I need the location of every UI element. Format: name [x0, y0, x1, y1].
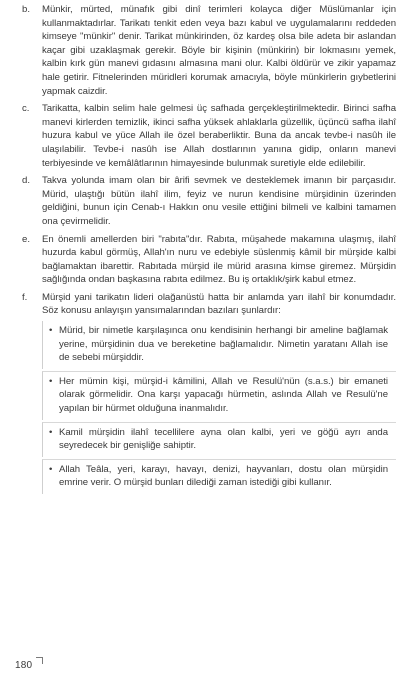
sub-bullet-text: Kamil mürşidin ilahî tecellilere ayna olan kalbi, yeri ve göğü ayrı anda seyredecek bir genişliğe sahiptir. [59, 426, 388, 452]
list-item-d [0, 174, 412, 228]
page-content [0, 3, 412, 498]
item-marker: f. [22, 291, 28, 303]
list-item-c [0, 102, 412, 170]
item-text: En önemli amellerden biri "rabıta"dır. Rabıta, müşahede makamına ulaşmış, ilahî huzurda kabul görmüş, Allah'ın nuru ve edebiyle süslenmiş kâmil bir mürşide kalbi bağlamaktan ibarettir. Rabıtada mürşid ile mürid arasına kimse giremez. Mürşidin sağlığında ondan başkasına rabıta edilmez. Bu iş ortaklık/şirk kabul etmez. [42, 233, 396, 286]
bullet-icon: • [49, 426, 53, 438]
item-text: Münkir, mürted, münafık gibi dinî terimleri kolayca diğer Müslümanlar için kullanmaktadırlar. Tarikatı tenkit eden veya bazı kabul ve uygulamalarını reddeden kimseye "münkir" denir. Tarikat münkirinden, öz kardeş olsa bile adeta bir aslandan kaçar gibi uzaklaşmak gerekir. Böyle bir kişinin (münkirin) bir lokmasını yemek, kalbin kırk gün manevi gıdasını almasına mani olur. Kalbi öldürür ve zikir yapamaz hale getirir. Fitnelerinden müridleri korumak amacıyla, böyle münkirlerin gıybetlerini yapmak caizdir. [42, 4, 396, 97]
list-item-e [0, 233, 412, 287]
sub-bullet-item [42, 422, 396, 457]
bullet-icon: • [49, 463, 53, 475]
item-marker: b. [22, 4, 31, 15]
list-item-b [0, 3, 412, 98]
item-text: Mürşid yani tarikatın lideri olağanüstü hatta bir anlamda yarı ilahî bir konumdadır. Söz konusu anlayışın yansımalarından bazıları şunlardır: [42, 291, 396, 317]
page-number: 180 [15, 660, 33, 671]
sub-bullet-text: Allah Teâla, yeri, karayı, havayı, denizi, hayvanları, dostu olan mürşidin emrine verir. O mürşid bunları dilediği zaman istediği gibi kullanır. [59, 463, 388, 489]
item-text: Takva yolunda imam olan bir ârifi sevmek ve desteklemek imanın bir parçasıdır. Mürid, ulaştığı bütün ilahî ilim, feyiz ve nurun kendisine mürşidinin üzerinden geldiğini, bunun için Cenab-ı Hakkın onu vesile ettiğini bilmeli ve kalbini tamamen ona çevirmelidir. [42, 175, 396, 227]
sub-bullet-item [42, 459, 396, 494]
item-text: Tarikatta, kalbin selim hale gelmesi üç safhada gerçekleştirilmektedir. Birinci safha manevi kirlerden temizlik, ikinci safha yüksek ahlaklarla güzellik, üçüncü safha ilahî huzura kabul ve yüce Allah ile özel beraberliktir. Buna da ancak tevbe-i nasûh ile ulaşılabilir. Tevbe-i nasûh ise Allah dostlarının yanına gidip, onların manevi terbiyesinde ve kemâlâtlarının himayesinde bulunmak suretiyle elde edilebilir. [42, 103, 396, 169]
item-marker: e. [22, 233, 31, 245]
bullet-icon: • [49, 325, 53, 337]
sub-bullet-item [42, 371, 396, 420]
corner-mark-icon [36, 657, 43, 664]
item-marker: c. [22, 103, 30, 115]
sub-bullet-text: Mürid, bir nimetle karşılaşınca onu kendisinin herhangi bir ameline bağlamak yerine, mürşidinin dua ve bereketine bağlamalıdır. Nimetin yaratanı Allah ise de sebebi mürşiddir. [59, 325, 388, 364]
sub-bullet-item [42, 321, 396, 369]
sub-bullet-text: Her mümin kişi, mürşid-i kâmilini, Allah ve Resulü'nün (s.a.s.) bir emaneti olarak görmelidir. Ona karşı yapacağı hürmetin, aslında Allah ve Resulü'ne yapılan bir hürmet olduğuna inanmalıdır. [59, 375, 388, 415]
bullet-icon: • [49, 375, 53, 387]
item-marker: d. [22, 175, 31, 187]
list-item-f [0, 291, 412, 494]
